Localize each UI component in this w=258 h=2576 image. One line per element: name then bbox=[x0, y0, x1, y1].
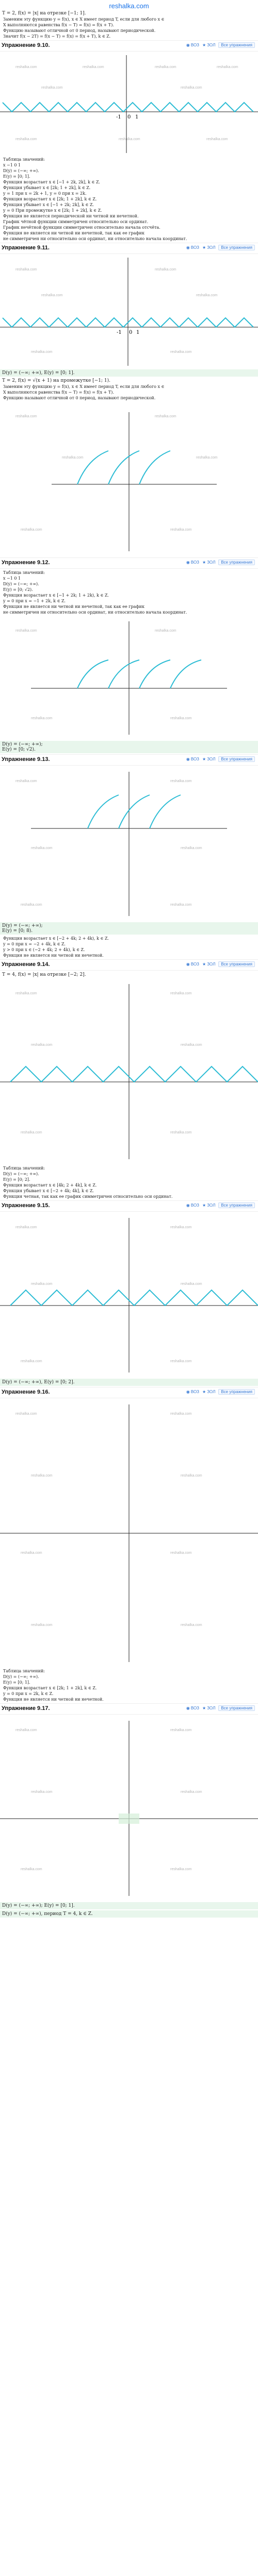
comments-button[interactable] bbox=[186, 756, 199, 762]
text-line: Заменим эту функцию y = f(x), x ∈ X имеет период T, если для любого x ∈ bbox=[3, 17, 165, 22]
x-tick-label: 0 bbox=[129, 330, 133, 335]
all-exercises-button[interactable]: Все упражнения bbox=[218, 560, 255, 565]
count-button[interactable] bbox=[202, 1705, 215, 1711]
note: x −1 0 1 bbox=[3, 163, 21, 167]
graph-3 bbox=[0, 402, 258, 556]
note: x −1 0 1 bbox=[3, 576, 21, 581]
note: y = 1 при x = 2k + 1, y = 0 при x = 2k. bbox=[3, 191, 87, 196]
count-button[interactable] bbox=[202, 1202, 215, 1208]
graph-5-svg bbox=[0, 767, 258, 921]
comments-label: ВОЗ bbox=[190, 1706, 200, 1710]
answer-box: D(y) = (−∞; +∞), E(y) = [0; 1]. bbox=[0, 369, 258, 377]
text-line: Функцию называют отличной от 0 период, называют периодической. bbox=[3, 28, 156, 33]
watermark: reshalka.com bbox=[181, 1623, 202, 1627]
answer-box bbox=[0, 741, 258, 753]
watermark: reshalka.com bbox=[83, 65, 104, 69]
count-label: ЗОЛ bbox=[207, 757, 216, 761]
exercise-header bbox=[0, 754, 258, 766]
answer-line: D(y) = (−∞; +∞); bbox=[2, 923, 43, 928]
comments-button[interactable] bbox=[186, 1389, 199, 1395]
note: Таблица значений: bbox=[3, 1669, 45, 1673]
task-statement: T = 4, f(x) = |x| на отрезке [−2; 2]. bbox=[2, 972, 86, 977]
star-icon: ★ bbox=[202, 43, 206, 47]
watermark: reshalka.com bbox=[21, 1131, 42, 1134]
watermark: reshalka.com bbox=[217, 65, 238, 69]
task-statement: T = 2, f(x) = |x| на отрезке [−1; 1]. bbox=[2, 11, 86, 16]
watermark: reshalka.com bbox=[41, 294, 63, 297]
graph-3-svg bbox=[0, 402, 258, 556]
watermark: reshalka.com bbox=[15, 268, 37, 272]
x-tick-label: -1 bbox=[117, 330, 122, 335]
count-label: ЗОЛ bbox=[207, 962, 216, 967]
note: Функция не является ни четной ни нечетной. bbox=[3, 1697, 104, 1702]
graph-1-svg bbox=[0, 53, 258, 156]
note: Функция убывает x ∈ [−2 + 4k; 4k], k ∈ Z. bbox=[3, 1189, 94, 1193]
watermark: reshalka.com bbox=[155, 65, 176, 69]
exercise-title: Упражнение 9.15. bbox=[2, 1202, 50, 1209]
star-icon: ★ bbox=[202, 962, 206, 967]
count-label: ЗОЛ bbox=[207, 1389, 216, 1394]
watermark: reshalka.com bbox=[31, 1623, 53, 1627]
note: Функция возрастает x ∈ [2k; 1 + 2k], k ∈ Z. bbox=[3, 1686, 97, 1690]
watermark: reshalka.com bbox=[31, 350, 53, 354]
graph-7 bbox=[0, 1213, 258, 1378]
graph-8-svg bbox=[0, 1399, 258, 1667]
watermark: reshalka.com bbox=[170, 1131, 192, 1134]
count-label: ЗОЛ bbox=[207, 43, 216, 47]
watermark: reshalka.com bbox=[170, 1868, 192, 1871]
all-exercises-button[interactable]: Все упражнения bbox=[218, 1202, 255, 1208]
count-button[interactable] bbox=[202, 42, 215, 48]
all-exercises-button[interactable]: Все упражнения bbox=[218, 756, 255, 762]
text-line: Заменим эту функцию y = f(x), x ∈ X имеет период T, если для любого x ∈ bbox=[3, 384, 165, 389]
note: Функция возрастает x ∈ [−1 + 2k; 1 + 2k), k ∈ Z. bbox=[3, 593, 109, 598]
comments-label: ВОЗ bbox=[190, 757, 200, 761]
exercise-title: Упражнение 9.10. bbox=[2, 42, 50, 48]
comments-label: ВОЗ bbox=[190, 1203, 200, 1208]
note: Таблица значений: bbox=[3, 1166, 45, 1171]
graph-4-svg bbox=[0, 616, 258, 740]
note: График нечётной функции симметричен относительно начала отсчёта. bbox=[3, 225, 160, 230]
answer-box: D(y) = (−∞; +∞), период T = 4, k ∈ Z. bbox=[0, 1910, 258, 1918]
watermark: reshalka.com bbox=[21, 1360, 42, 1363]
graph-9 bbox=[0, 1716, 258, 1901]
watermark: reshalka.com bbox=[15, 138, 37, 141]
note: Функция не является периодической ни четной ни нечетной. bbox=[3, 214, 139, 218]
watermark: reshalka.com bbox=[21, 1868, 42, 1871]
exercise-header bbox=[0, 1200, 258, 1212]
watermark: reshalka.com bbox=[15, 1412, 37, 1416]
watermark: reshalka.com bbox=[15, 1226, 37, 1229]
text-line: Функцию называют отличной от 0 период, называют периодической. bbox=[3, 396, 156, 400]
note: Функция не является ни четной ни нечетной, так как ее график bbox=[3, 604, 144, 609]
note: График чётной функции симметричен относительно оси ординат. bbox=[3, 219, 149, 224]
comments-button[interactable] bbox=[186, 1202, 199, 1208]
comments-button[interactable] bbox=[186, 961, 199, 967]
watermark: reshalka.com bbox=[181, 1282, 202, 1286]
highlight bbox=[119, 1814, 139, 1824]
x-tick-label: 1 bbox=[135, 114, 139, 120]
exercise-title: Упражнение 9.13. bbox=[2, 756, 50, 762]
note: Функция возрастает x ∈ [−2 + 4k; 2 + 4k), k ∈ Z. bbox=[3, 936, 109, 941]
comment-icon: ◉ bbox=[186, 1203, 190, 1208]
watermark: reshalka.com bbox=[170, 1360, 192, 1363]
note: y = 0 при x = −1 + 2k, k ∈ Z. bbox=[3, 599, 66, 603]
note: D(y) = (−∞; +∞). bbox=[3, 1674, 39, 1679]
comments-label: ВОЗ bbox=[190, 1389, 200, 1394]
watermark: reshalka.com bbox=[21, 528, 42, 532]
count-label: ЗОЛ bbox=[207, 245, 216, 250]
watermark: reshalka.com bbox=[21, 1551, 42, 1555]
all-exercises-button[interactable]: Все упражнения bbox=[218, 961, 255, 967]
comments-label: ВОЗ bbox=[190, 43, 200, 47]
comment-icon: ◉ bbox=[186, 757, 190, 761]
watermark: reshalka.com bbox=[170, 992, 192, 995]
comments-button[interactable] bbox=[186, 560, 199, 565]
exercise-title: Упражнение 9.17. bbox=[2, 1705, 50, 1711]
watermark: reshalka.com bbox=[21, 903, 42, 907]
note: Функция убывает x ∈ [−1 + 2k; 2k], k ∈ Z. bbox=[3, 202, 94, 207]
graph-4 bbox=[0, 616, 258, 740]
star-icon: ★ bbox=[202, 245, 206, 250]
watermark: reshalka.com bbox=[155, 629, 176, 633]
all-exercises-button[interactable]: Все упражнения bbox=[218, 245, 255, 250]
watermark: reshalka.com bbox=[15, 779, 37, 783]
note: E(y) = [0; 1]. bbox=[3, 1680, 30, 1685]
exercise-header bbox=[0, 959, 258, 971]
graph-6 bbox=[0, 979, 258, 1164]
graph-2-svg bbox=[0, 255, 258, 368]
star-icon: ★ bbox=[202, 1706, 206, 1710]
count-button[interactable] bbox=[202, 1389, 215, 1395]
text-line: X выполняются равенства f(x − T) = f(x) = f(x + T). bbox=[3, 23, 114, 27]
watermark: reshalka.com bbox=[181, 86, 202, 90]
watermark: reshalka.com bbox=[15, 1728, 37, 1732]
watermark: reshalka.com bbox=[31, 1790, 53, 1794]
note: y = 0 при x = 2k, k ∈ Z. bbox=[3, 1691, 54, 1696]
note: Функция убывает x ∈ [2k; 1 + 2k], k ∈ Z. bbox=[3, 185, 91, 190]
exercise-header bbox=[0, 40, 258, 52]
note: Функция возрастает x ∈ [4k; 2 + 4k], k ∈ Z. bbox=[3, 1183, 97, 1188]
watermark: reshalka.com bbox=[181, 1043, 202, 1047]
note: не симметричен ни относительно оси ординат, ни относительно начала координат. bbox=[3, 236, 187, 241]
watermark: reshalka.com bbox=[31, 846, 53, 850]
watermark: reshalka.com bbox=[31, 1282, 53, 1286]
answer-line: D(y) = (−∞; +∞); bbox=[2, 742, 43, 747]
watermark: reshalka.com bbox=[15, 415, 37, 418]
graph-8 bbox=[0, 1399, 258, 1667]
count-label: ЗОЛ bbox=[207, 560, 216, 565]
sqrt-graph bbox=[77, 451, 170, 484]
comment-icon: ◉ bbox=[186, 1389, 190, 1394]
watermark: reshalka.com bbox=[41, 86, 63, 90]
answer-line: E(y) = [0; √2). bbox=[2, 747, 36, 752]
sqrt-graph bbox=[88, 795, 181, 828]
note: Функция возрастает x ∈ [2k; 1 + 2k], k ∈ Z. bbox=[3, 197, 97, 201]
periodic-graph bbox=[3, 103, 253, 112]
watermark: reshalka.com bbox=[31, 1043, 53, 1047]
note: не симметричен ни относительно оси ординат, ни относительно начала координат. bbox=[3, 610, 187, 615]
exercise-title: Упражнение 9.12. bbox=[2, 560, 50, 566]
count-label: ЗОЛ bbox=[207, 1203, 216, 1208]
watermark: reshalka.com bbox=[170, 1226, 192, 1229]
all-exercises-button[interactable]: Все упражнения bbox=[218, 1389, 255, 1395]
note: Функция возрастает x ∈ [−1 + 2k, 2k], k ∈ Z. bbox=[3, 180, 100, 184]
comments-label: ВОЗ bbox=[190, 560, 200, 565]
all-exercises-button[interactable]: Все упражнения bbox=[218, 1705, 255, 1711]
watermark: reshalka.com bbox=[181, 1474, 202, 1478]
watermark: reshalka.com bbox=[31, 1474, 53, 1478]
exercise-title: Упражнение 9.11. bbox=[2, 245, 50, 251]
note: y = 0 При промежутке x ∈ [2k; 1 + 2k], k ∈ Z. bbox=[3, 208, 102, 213]
watermark: reshalka.com bbox=[170, 1728, 192, 1732]
watermark: reshalka.com bbox=[155, 268, 176, 272]
exercise-title: Упражнение 9.14. bbox=[2, 961, 50, 968]
watermark: reshalka.com bbox=[196, 456, 218, 460]
watermark: reshalka.com bbox=[170, 528, 192, 532]
x-tick-label: 1 bbox=[136, 330, 140, 335]
exercise-header bbox=[0, 1703, 258, 1715]
note: D(y) = (−∞; +∞). bbox=[3, 168, 39, 173]
text-line: X выполняются равенства f(x − T) = f(x) = f(x + T). bbox=[3, 390, 114, 395]
note: Функция не является ни четной ни нечетной, так как ее график bbox=[3, 231, 144, 235]
graph-6-svg bbox=[0, 979, 258, 1164]
note: E(y) = [0; 1]. bbox=[3, 174, 30, 179]
comments-button[interactable] bbox=[186, 1705, 199, 1711]
text-line: Значит f(x − 2T) = f(x − T) = f(x) = f(x + T), k ∈ Z. bbox=[3, 34, 111, 39]
exercise-title: Упражнение 9.16. bbox=[2, 1389, 50, 1395]
star-icon: ★ bbox=[202, 560, 206, 565]
note: Таблица значений: bbox=[3, 570, 45, 575]
comment-icon: ◉ bbox=[186, 245, 190, 250]
watermark: reshalka.com bbox=[15, 65, 37, 69]
comment-icon: ◉ bbox=[186, 43, 190, 47]
count-button[interactable] bbox=[202, 756, 215, 762]
note: y > 0 при x ∈ (−2 + 4k; 2 + 4k), k ∈ Z. bbox=[3, 947, 85, 952]
comments-label: ВОЗ bbox=[190, 245, 200, 250]
watermark: reshalka.com bbox=[181, 1790, 202, 1794]
note: E(y) = [0; 2]. bbox=[3, 1177, 30, 1182]
comment-icon: ◉ bbox=[186, 962, 190, 967]
answer-line: E(y) = [0; 8). bbox=[2, 928, 33, 934]
note: Функция не является ни четной ни нечетной. bbox=[3, 953, 104, 958]
watermark: reshalka.com bbox=[155, 415, 176, 418]
watermark: reshalka.com bbox=[170, 350, 192, 354]
watermark: reshalka.com bbox=[170, 1412, 192, 1416]
star-icon: ★ bbox=[202, 1389, 206, 1394]
graph-1 bbox=[0, 53, 258, 156]
note: Таблица значений: bbox=[3, 157, 45, 162]
note: D(y) = (−∞; +∞). bbox=[3, 582, 39, 586]
watermark: reshalka.com bbox=[31, 717, 53, 720]
periodic-graph bbox=[10, 1066, 258, 1082]
graph-9-svg bbox=[0, 1716, 258, 1901]
watermark: reshalka.com bbox=[119, 138, 140, 141]
exercise-header bbox=[0, 1387, 258, 1398]
x-tick-label: -1 bbox=[116, 114, 121, 120]
note: E(y) = [0; √2). bbox=[3, 587, 33, 592]
watermark: reshalka.com bbox=[206, 138, 228, 141]
note: y = 0 при x = −2 + 4k, k ∈ Z. bbox=[3, 942, 66, 946]
watermark: reshalka.com bbox=[15, 992, 37, 995]
exercise-header bbox=[0, 557, 258, 569]
answer-box bbox=[0, 922, 258, 935]
all-exercises-button[interactable]: Все упражнения bbox=[218, 42, 255, 48]
note: Функция четная, так как ее график симметричен относительно оси ординат. bbox=[3, 1194, 173, 1199]
graph-7-svg bbox=[0, 1213, 258, 1378]
graph-5 bbox=[0, 767, 258, 921]
watermark: reshalka.com bbox=[170, 903, 192, 907]
comment-icon: ◉ bbox=[186, 560, 190, 565]
star-icon: ★ bbox=[202, 757, 206, 761]
watermark: reshalka.com bbox=[170, 717, 192, 720]
comments-button[interactable] bbox=[186, 42, 199, 48]
periodic-graph bbox=[10, 1290, 258, 1306]
comments-button[interactable] bbox=[186, 245, 199, 250]
exercise-header bbox=[0, 243, 258, 254]
watermark: reshalka.com bbox=[181, 846, 202, 850]
site-title[interactable]: reshalka.com bbox=[109, 2, 149, 10]
watermark: reshalka.com bbox=[15, 629, 37, 633]
watermark: reshalka.com bbox=[62, 456, 84, 460]
count-button[interactable] bbox=[202, 560, 215, 565]
count-button[interactable] bbox=[202, 245, 215, 250]
answer-box: D(y) = (−∞; +∞), E(y) = [0; 2]. bbox=[0, 1379, 258, 1386]
sqrt-graph bbox=[77, 660, 201, 688]
star-icon: ★ bbox=[202, 1203, 206, 1208]
count-button[interactable] bbox=[202, 961, 215, 967]
comment-icon: ◉ bbox=[186, 1706, 190, 1710]
answer-box: D(y) = (−∞; +∞); E(y) = [0; 1]. bbox=[0, 1902, 258, 1909]
task-statement: T = 2, f(x) = √(x + 1) на промежутке [−1; 1). bbox=[2, 378, 110, 383]
comments-label: ВОЗ bbox=[190, 962, 200, 967]
watermark: reshalka.com bbox=[170, 779, 192, 783]
x-tick-label: 0 bbox=[127, 114, 131, 120]
graph-2 bbox=[0, 255, 258, 368]
note: D(y) = (−∞; +∞). bbox=[3, 1172, 39, 1176]
watermark: reshalka.com bbox=[196, 294, 218, 297]
watermark: reshalka.com bbox=[170, 1551, 192, 1555]
count-label: ЗОЛ bbox=[207, 1706, 216, 1710]
